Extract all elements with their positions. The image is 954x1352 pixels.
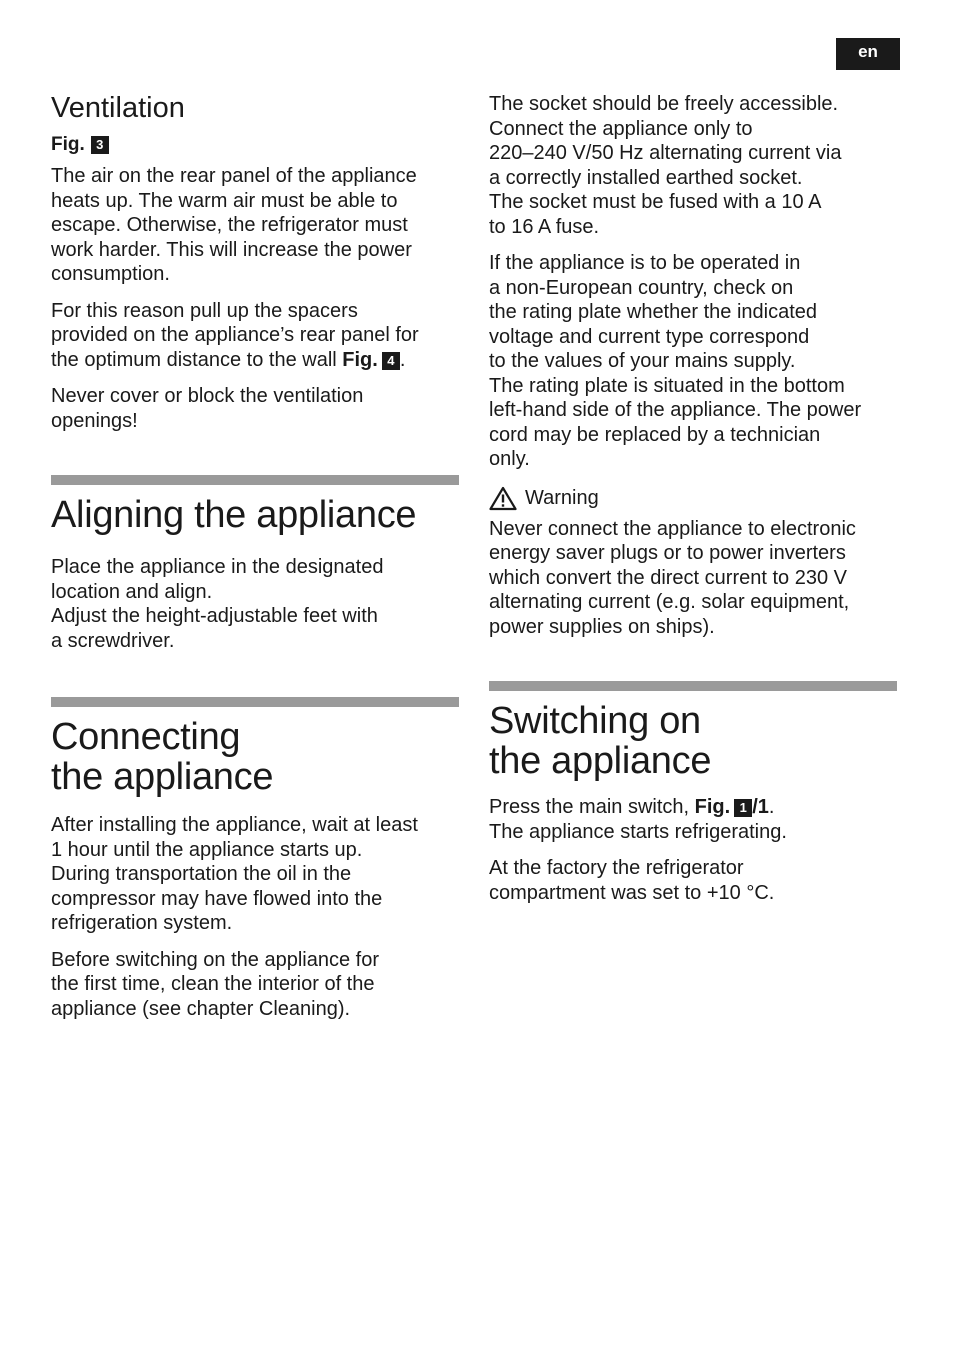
warning-heading: Warning bbox=[489, 486, 909, 511]
aligning-body: Place the appliance in the designated location and align. Adjust the height-adjustable feet with a screwdriver. bbox=[51, 556, 384, 652]
ventilation-fig-ref: Fig. 3 bbox=[51, 134, 461, 156]
connecting-section bbox=[51, 697, 461, 1021]
ventilation-para-1: The air on the rear panel of the appliance heats up. The warm air must be able to escape. Otherwise, the refrigerator must work harder. This will increase the power consumption. bbox=[51, 165, 417, 285]
right-column bbox=[489, 92, 909, 905]
warning-triangle-icon bbox=[489, 486, 517, 511]
non-european-paragraph: If the appliance is to be operated in a non-European country, check on the rating plate whether the indicated voltage and current type correspond to the values of your mains supply. The rating plate is situated in the bottom left-hand side of the appliance. The power cord may be replaced by a technician only. bbox=[489, 252, 862, 470]
connecting-title: Connecting the appliance bbox=[51, 716, 274, 798]
section-divider bbox=[51, 475, 459, 485]
ventilation-section bbox=[51, 88, 461, 433]
switching-section bbox=[489, 681, 909, 905]
section-divider bbox=[489, 681, 897, 691]
aligning-section bbox=[51, 475, 461, 653]
switching-para-2: At the factory the refrigerator compartment was set to +10 °C. bbox=[489, 857, 775, 904]
fig-number-badge: 4 bbox=[382, 352, 400, 370]
section-divider bbox=[51, 697, 459, 707]
left-column bbox=[51, 88, 461, 1021]
ventilation-para-2: For this reason pull up the spacers provided on the appliance’s rear panel for the optimum distance to the wall Fig. 4 . bbox=[51, 299, 419, 371]
switching-title: Switching on the appliance bbox=[489, 700, 712, 782]
warning-body: Never connect the appliance to electronic energy saver plugs or to power inverters which convert the direct current to 230 V alternating current (e.g. solar equipment, power supplies on ships). bbox=[489, 517, 856, 638]
warning-block bbox=[489, 486, 909, 640]
fig-number-badge: 3 bbox=[91, 136, 109, 154]
socket-paragraph: The socket should be freely accessible. Connect the appliance only to 220–240 V/50 Hz alternating current via a correctly installed earthed socket. The socket must be fused with a 10 A to 16 A fuse. bbox=[489, 93, 842, 238]
connecting-para-2: Before switching on the appliance for the first time, clean the interior of the appliance (see chapter Cleaning). bbox=[51, 948, 379, 1020]
fig-number-badge: 1 bbox=[734, 799, 752, 817]
aligning-title: Aligning the appliance bbox=[51, 494, 417, 536]
ventilation-para-3: Never cover or block the ventilation openings! bbox=[51, 385, 364, 432]
ventilation-title: Ventilation bbox=[51, 92, 185, 124]
connecting-para-1: After installing the appliance, wait at least 1 hour until the appliance starts up. During transportation the oil in the compressor may have flowed into the refrigeration system. bbox=[51, 814, 418, 934]
switching-para-1: Press the main switch, Fig. 1 /1. The appliance starts refrigerating. bbox=[489, 796, 787, 843]
language-tab[interactable]: en bbox=[836, 38, 900, 70]
